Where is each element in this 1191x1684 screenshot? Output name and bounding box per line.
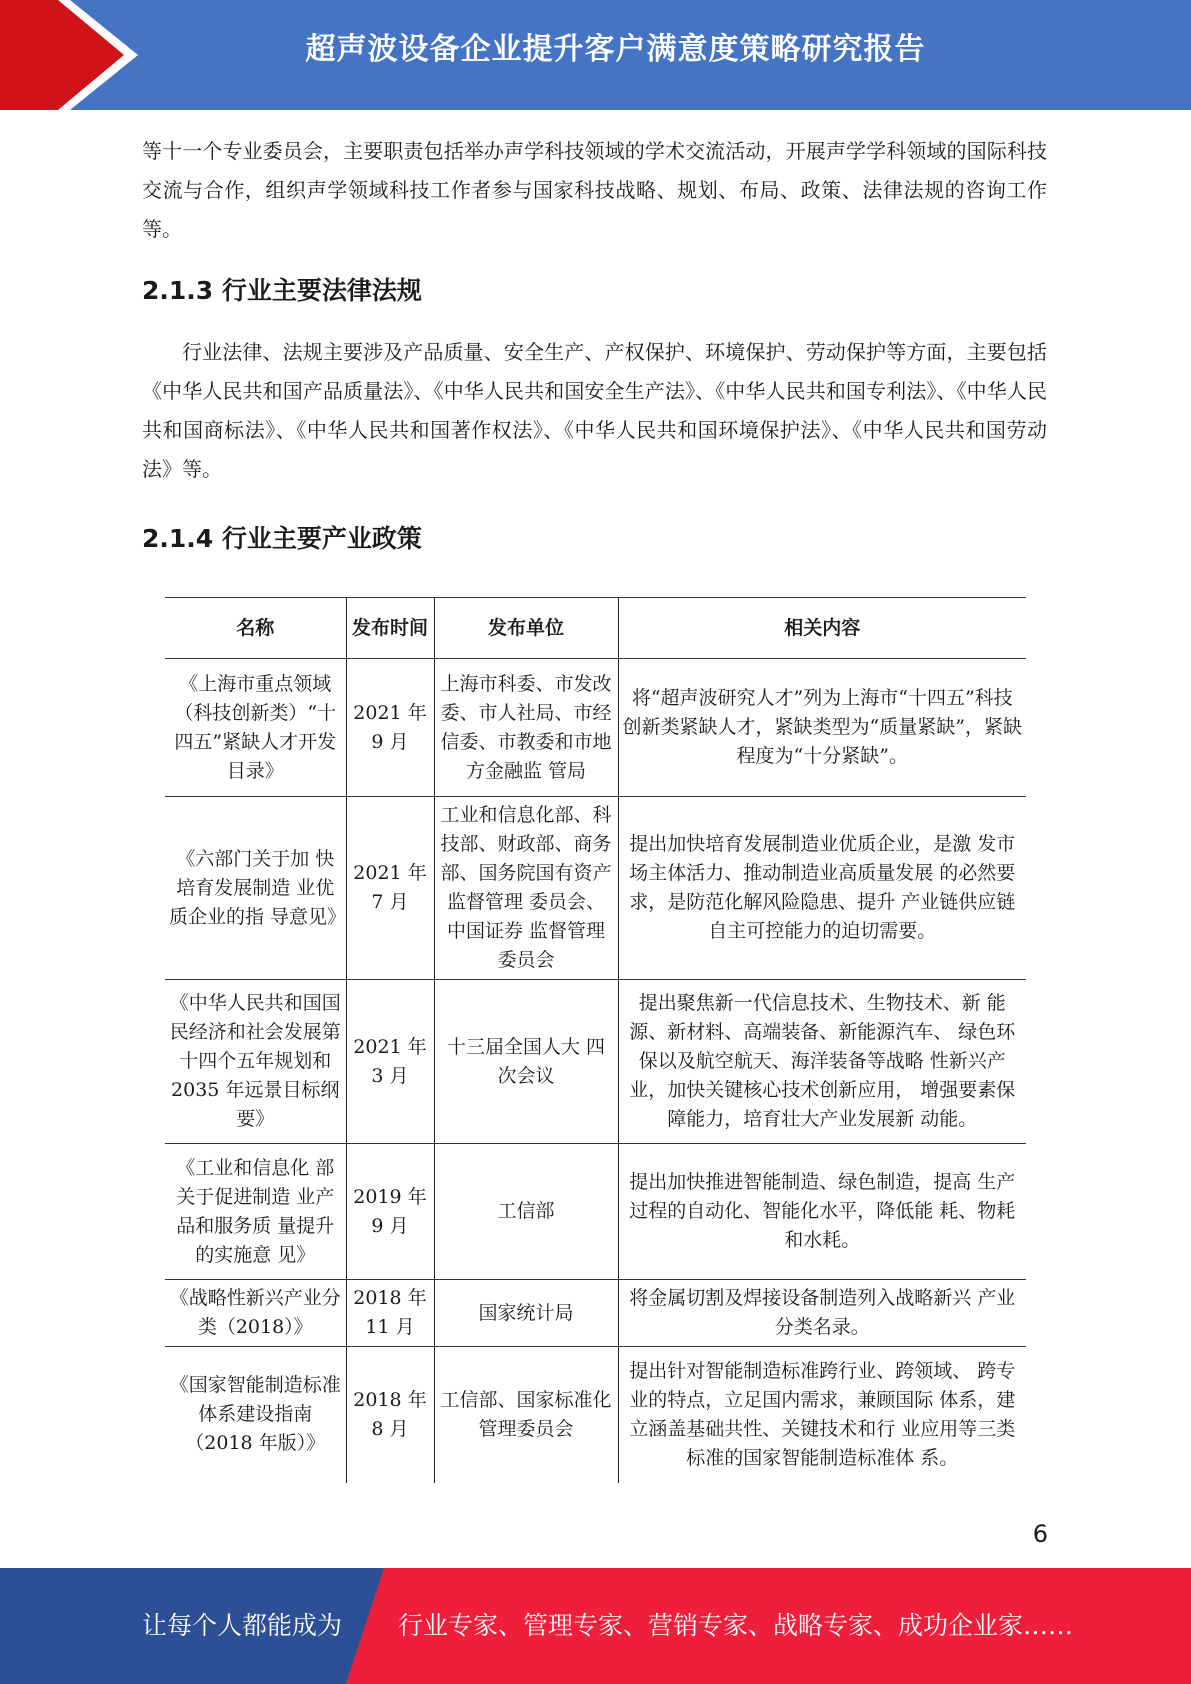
header-name: 名称 bbox=[165, 598, 346, 659]
table-header-row bbox=[165, 598, 1026, 659]
policy-date: 2021 年 7 月 bbox=[346, 797, 434, 980]
policy-issuer: 工业和信息化部、科技部、财政部、商务部、国务院国有资产监督管理 委员会、中国证券 监督管理委员会 bbox=[434, 797, 618, 980]
page-content bbox=[142, 132, 1047, 559]
report-title: 超声波设备企业提升客户满意度策略研究报告 bbox=[305, 32, 926, 67]
page-number: 6 bbox=[1032, 1520, 1048, 1548]
table-row bbox=[165, 1347, 1026, 1483]
policy-name: 《上海市重点领域（科技创新类）“十四五”紧缺人才开发目录》 bbox=[165, 659, 346, 797]
page-footer bbox=[0, 1568, 1191, 1684]
policy-issuer: 工信部、国家标准化管理委员会 bbox=[434, 1347, 618, 1483]
policy-date: 2021 年 9 月 bbox=[346, 659, 434, 797]
laws-paragraph: 行业法律、法规主要涉及产品质量、安全生产、产权保护、环境保护、劳动保护等方面，主要包括《中华人民共和国产品质量法》、《中华人民共和国安全生产法》、《中华人民共和国专利法》、《中华人民共和国商标法》、《中华人民共和国著作权法》、《中华人民共和国环境保护法》、《中华人民共和国劳动法》等。 bbox=[142, 340, 1047, 481]
policy-issuer: 国家统计局 bbox=[434, 1280, 618, 1347]
policy-issuer: 十三届全国人大 四次会议 bbox=[434, 980, 618, 1144]
policy-content: 提出聚焦新一代信息技术、生物技术、新 能源、新材料、高端装备、新能源汽车、 绿色环保以及航空航天、海洋装备等战略 性新兴产业，加快关键核心技术创新应用， 增强要素保障能力，培育壮大产业发展新 动能。 bbox=[618, 980, 1026, 1144]
policy-issuer: 上海市科委、市发改委、市人社局、市经信委、市教委和市地方金融监 管局 bbox=[434, 659, 618, 797]
table-row bbox=[165, 980, 1026, 1144]
policy-table bbox=[165, 597, 1026, 1483]
policy-date: 2019 年 9 月 bbox=[346, 1144, 434, 1280]
policy-date: 2018 年 11 月 bbox=[346, 1280, 434, 1347]
policy-content: 提出加快培育发展制造业优质企业，是激 发市场主体活力、推动制造业高质量发展 的必然要求，是防范化解风险隐患、提升 产业链供应链自主可控能力的迫切需要。 bbox=[618, 797, 1026, 980]
table-row bbox=[165, 797, 1026, 980]
header-issuer: 发布单位 bbox=[434, 598, 618, 659]
policy-content: 提出针对智能制造标准跨行业、跨领域、 跨专业的特点，立足国内需求，兼顾国际 体系，建立涵盖基础共性、关键技术和行 业应用等三类标准的国家智能制造标准体 系。 bbox=[618, 1347, 1026, 1483]
policy-content: 将金属切割及焊接设备制造列入战略新兴 产业分类名录。 bbox=[618, 1280, 1026, 1347]
table-row bbox=[165, 1280, 1026, 1347]
policy-name: 《六部门关于加 快培育发展制造 业优质企业的指 导意见》 bbox=[165, 797, 346, 980]
policy-issuer: 工信部 bbox=[434, 1144, 618, 1280]
page-header bbox=[0, 0, 1191, 110]
intro-paragraph: 等十一个专业委员会，主要职责包括举办声学科技领域的学术交流活动，开展声学学科领域的国际科技交流与合作，组织声学领域科技工作者参与国家科技战略、规划、布局、政策、法律法规的咨询工作等。 bbox=[142, 139, 1047, 241]
header-date: 发布时间 bbox=[346, 598, 434, 659]
policy-date: 2018 年 8 月 bbox=[346, 1347, 434, 1483]
policy-name: 《国家智能制造标准体系建设指南（2018 年版）》 bbox=[165, 1347, 346, 1483]
policy-name: 《战略性新兴产业分类（2018）》 bbox=[165, 1280, 346, 1347]
table-row bbox=[165, 1144, 1026, 1280]
header-content: 相关内容 bbox=[618, 598, 1026, 659]
footer-slogan-left: 让每个人都能成为 bbox=[142, 1611, 343, 1640]
policy-name: 《中华人民共和国国民经济和社会发展第十四个五年规划和 2035 年远景目标纲 要》 bbox=[165, 980, 346, 1144]
policy-content: 将“超声波研究人才”列为上海市“十四五”科技创新类紧缺人才，紧缺类型为“质量紧缺”，紧缺程度为“十分紧缺”。 bbox=[618, 659, 1026, 797]
policy-date: 2021 年 3 月 bbox=[346, 980, 434, 1144]
table-row bbox=[165, 659, 1026, 797]
section-heading-2-1-3: 2.1.3 行业主要法律法规 bbox=[142, 276, 422, 305]
policy-content: 提出加快推进智能制造、绿色制造，提高 生产过程的自动化、智能化水平，降低能 耗、物耗和水耗。 bbox=[618, 1144, 1026, 1280]
policy-name: 《工业和信息化 部关于促进制造 业产品和服务质 量提升的实施意 见》 bbox=[165, 1144, 346, 1280]
section-heading-2-1-4: 2.1.4 行业主要产业政策 bbox=[142, 524, 422, 553]
footer-slogan-right: 行业专家、管理专家、营销专家、战略专家、成功企业家…… bbox=[398, 1611, 1074, 1640]
